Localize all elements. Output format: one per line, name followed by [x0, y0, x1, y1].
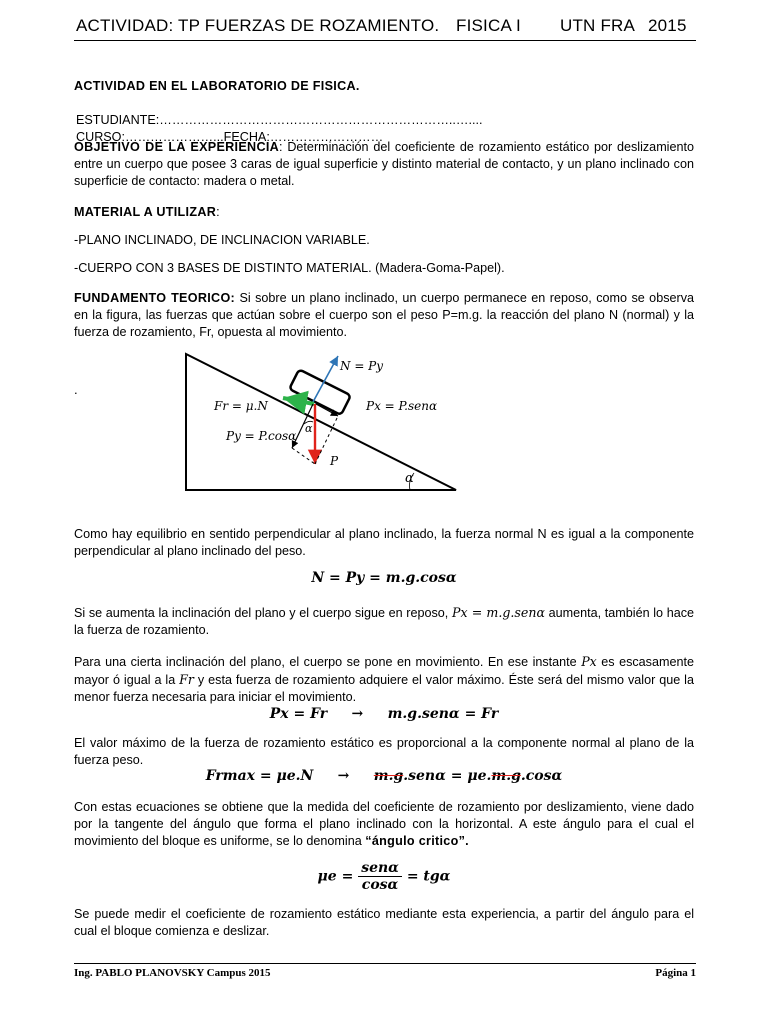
header-institution: UTN FRA: [560, 16, 636, 35]
page-footer: [74, 963, 696, 979]
fundamento-paragraph: [74, 290, 694, 341]
equation-px-fr: Px = Fr → m.g.senα = Fr: [269, 706, 499, 722]
eq3-part-e: .cosα: [520, 768, 563, 784]
label-fr: Fr = μ.N: [214, 399, 268, 413]
paragraph-aumenta: [74, 604, 694, 639]
eq4-numerator: senα: [358, 860, 402, 877]
p2-text-b: aumenta, también lo hace la fuerza de rozamiento.: [74, 606, 695, 637]
material-item-2: -CUERPO CON 3 BASES DE DISTINTO MATERIAL. (Madera-Goma-Papel).: [74, 261, 505, 275]
p3-math-px: Px: [581, 654, 597, 669]
equation-mu: [74, 860, 694, 893]
header-subject: FISICA I: [456, 16, 521, 35]
p2-text-a: Si se aumenta la inclinación del plano y el cuerpo sigue en reposo,: [74, 606, 452, 620]
paragraph-valor-maximo: El valor máximo de la fuerza de rozamiento estático es proporcional a la componente normal al plano de la fuerza peso.: [74, 736, 694, 767]
paragraph-inclinacion: [74, 653, 694, 706]
eq3-part-a: Frmax = μe.N →: [205, 768, 374, 784]
eq4-right: = tgα: [406, 868, 451, 885]
paragraph-equilibrio: Como hay equilibrio en sentido perpendicular al plano inclinado, la fuerza normal N es igual a la componente perpendicular al plano inclinado del peso.: [74, 527, 694, 558]
eq4-denominator: cosα: [361, 877, 399, 893]
eq3-cancel-1: m.g: [373, 768, 404, 784]
p3-math-fr: Fr: [179, 672, 194, 687]
material-item-1: -PLANO INCLINADO, DE INCLINACION VARIABLE.: [74, 233, 370, 247]
objective-text: : Determinación del coeficiente de rozamiento estático por deslizamiento entre un cuerpo que posee 3 caras de igual superficie y distinto material de contacto, y un plano inclinado con superficie de contacto: madera o metal.: [74, 140, 694, 188]
equation-friction-max: [74, 768, 694, 784]
materials-suffix: :: [216, 205, 220, 219]
equation-normal: N = Py = m.g.cosα: [311, 570, 457, 586]
footer-author: Ing. PABLO PLANOVSKY Campus 2015: [74, 967, 271, 979]
paragraph-coeficiente: [74, 799, 694, 850]
paragraph-medir: Se puede medir el coeficiente de rozamiento estático mediante esta experiencia, a partir del ángulo para el cual el bloque comienza e deslizar.: [74, 907, 694, 938]
figure-dot: .: [74, 382, 78, 397]
inclined-plane-figure: [0, 340, 768, 510]
footer-page-number: Página 1: [655, 967, 696, 979]
p5-angulo-critico: “ángulo critico”.: [365, 834, 469, 848]
eq3-part-c: .senα = μe.: [403, 768, 492, 784]
fundamento-label: FUNDAMENTO TEORICO:: [74, 291, 236, 305]
fundamento-text: Si sobre un plano inclinado, un cuerpo permanece en reposo, como se observa en la figura, las fuerzas que actúan sobre el cuerpo son el peso P=m.g. la reacción del plano N (normal) y la fuerza de rozamiento, Fr, opuesta al movimiento.: [74, 291, 694, 339]
p3-text-c: y esta fuerza de rozamiento adquiere el valor máximo. Éste será del mismo valor que la menor fuerza necesaria para iniciar el movimiento.: [74, 673, 694, 704]
eq4-fraction: [358, 860, 402, 893]
objective-paragraph: [74, 139, 694, 190]
section-title: ACTIVIDAD EN EL LABORATORIO DE FISICA.: [74, 79, 360, 93]
header-year: 2015: [648, 16, 687, 35]
block: [289, 369, 351, 415]
inclined-plane-triangle: [186, 354, 456, 490]
label-px: Px = P.senα: [366, 399, 438, 413]
label-alpha-small: α: [305, 422, 313, 435]
page-header: [74, 14, 696, 41]
p3-text-b: es escasamente mayor ó igual a la: [74, 655, 694, 687]
eq3-cancel-2: m.g: [491, 768, 521, 784]
student-line: ESTUDIANTE:……………………………………………………………..….... CURSO:…………………...FECHA:………………………: [76, 113, 483, 144]
objective-label: OBJETIVO DE LA EXPERIENCIA: [74, 140, 280, 154]
header-title: ACTIVIDAD: TP FUERZAS DE ROZAMIENTO.: [76, 16, 440, 35]
dashed-guide-1: [292, 448, 315, 464]
p5-text-a: Con estas ecuaciones se obtiene que la medida del coeficiente de rozamiento por deslizamiento, viene dado por la tangente del ángulo que forma el plano inclinado con la horizontal. A este ángulo para el cual el movimiento del bloque es uniforme, se lo denomina: [74, 800, 694, 848]
label-p: P: [330, 454, 339, 468]
materials-label: MATERIAL A UTILIZAR: [74, 205, 217, 219]
eq4-left: μe =: [317, 868, 354, 885]
materials-heading: [74, 204, 694, 221]
p3-text-a: Para una cierta inclinación del plano, el cuerpo se pone en movimiento. En ese instante: [74, 655, 582, 669]
label-alpha-base: α: [405, 471, 414, 486]
label-py: Py = P.cosα: [226, 429, 297, 443]
label-n: N = Py: [340, 359, 384, 373]
p2-math: Px = m.g.senα: [451, 605, 545, 620]
